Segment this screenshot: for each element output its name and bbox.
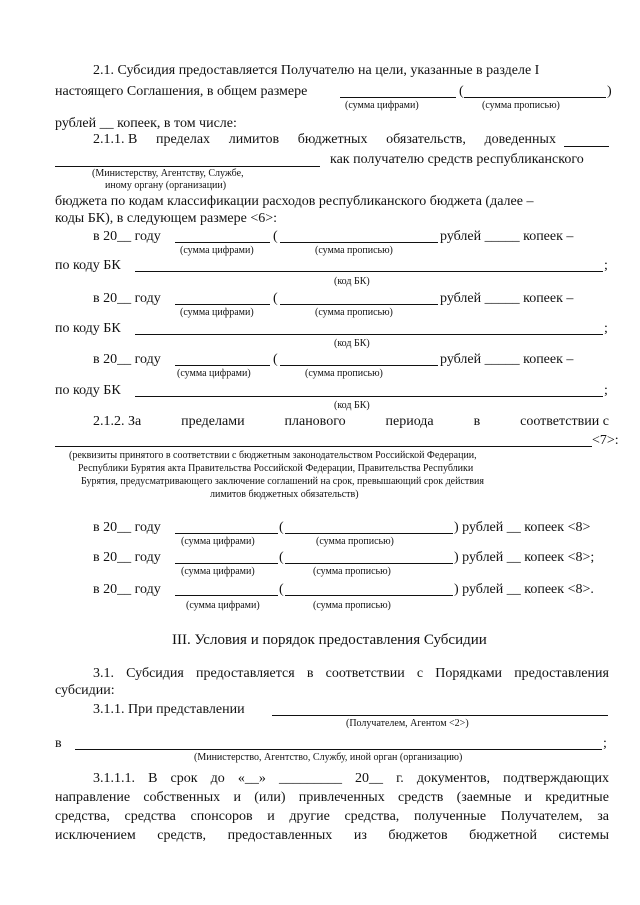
para-2-1-line-3: рублей __ копеек, в том числе: (55, 116, 237, 131)
sum-words-line[interactable] (280, 242, 438, 243)
act-details-note-2: Республики Бурятия акта Правительства Российской Федерации, Правительства Республики (78, 463, 474, 474)
word: соответствии с (520, 414, 609, 429)
open-paren: ( (273, 229, 278, 244)
sum-words-line[interactable] (280, 304, 438, 305)
sum-digits-line[interactable] (175, 595, 278, 596)
code-fill-line[interactable] (135, 334, 603, 335)
para-2-1-1-line-4: коды БК), в следующем размере <6>: (55, 211, 278, 226)
word: средства (124, 809, 176, 824)
word: периода (385, 414, 434, 429)
para-2-1-line-1: 2.1. Субсидия предоставляется Получателю на цели, указанные в разделе I (93, 63, 540, 78)
semicolon: ; (604, 321, 608, 336)
word: средства, (55, 809, 110, 824)
word: В (148, 771, 158, 786)
open-paren: ( (273, 291, 278, 306)
code-label: по коду БК (55, 383, 121, 398)
caption-sum-words: (сумма прописью) (313, 600, 391, 611)
word: бюджетных (297, 132, 368, 147)
word: соответствии (325, 666, 405, 681)
word: 2.1.1. В (93, 132, 138, 147)
sum-words-line[interactable] (285, 533, 453, 534)
word: бюджетов (388, 828, 448, 843)
code-fill-line[interactable] (135, 396, 603, 397)
rub-kop-text: ) рублей __ копеек <8>. (454, 582, 594, 597)
caption-code: (код БК) (334, 400, 370, 411)
ministry-fill-line-end[interactable] (564, 146, 609, 147)
caption-code: (код БК) (334, 338, 370, 349)
word: 2.1.2. За (93, 414, 142, 429)
word: доведенных (484, 132, 556, 147)
caption-sum-words: (сумма прописью) (315, 307, 393, 318)
act-details-note-1: (реквизиты принятого в соответствии с бюджетным законодательством Российской Федерации, (69, 450, 477, 461)
recipient-text: как получателю средств республиканского (330, 152, 584, 167)
rub-kop-text: рублей _____ копеек – (440, 291, 574, 306)
caption-sum-digits: (сумма цифрами) (186, 600, 260, 611)
ministry-fill-line[interactable] (55, 166, 320, 167)
sum-words-line[interactable] (280, 365, 438, 366)
word: направление (55, 790, 131, 805)
sum-digits-line[interactable] (175, 365, 270, 366)
caption-sum-digits: (сумма цифрами) (177, 368, 251, 379)
rub-kop-text: рублей _____ копеек – (440, 229, 574, 244)
open-paren: ( (273, 352, 278, 367)
word: 3.1. (93, 666, 114, 681)
word: средства, (344, 809, 400, 824)
word: предоставленных (227, 828, 333, 843)
caption-ministry-1: (Министерству, Агентству, Службе, (92, 168, 244, 179)
act-details-note-4: лимитов бюджетных обязательств) (210, 489, 359, 500)
word: _________ (278, 771, 342, 786)
para-2-1-1-line-1 (93, 133, 556, 147)
word: с (416, 666, 424, 681)
caption-sum-words: (сумма прописью) (482, 100, 560, 111)
recipient-fill-line[interactable] (272, 715, 608, 716)
semicolon: ; (604, 258, 608, 273)
word: предоставляется (195, 666, 295, 681)
sum-digits-line[interactable] (175, 563, 278, 564)
sum-words-line[interactable] (285, 595, 453, 596)
word: и (267, 809, 275, 824)
caption-sum-digits: (сумма цифрами) (180, 245, 254, 256)
para-2-1-line-2: настоящего Соглашения, в общем размере (55, 84, 308, 99)
code-fill-line[interactable] (135, 271, 603, 272)
caption-code: (код БК) (334, 276, 370, 287)
word: подтверждающих (503, 771, 609, 786)
word: системы (558, 828, 609, 843)
word: до (210, 771, 225, 786)
org-fill-line[interactable] (75, 749, 602, 750)
word: срок (170, 771, 198, 786)
word: привлеченных (298, 790, 385, 805)
word: исключением (55, 828, 136, 843)
year-label: в 20__ году (93, 550, 161, 565)
word: в (473, 414, 481, 429)
preposition-v: в (55, 736, 62, 751)
word: и (524, 790, 532, 805)
word: за (597, 809, 609, 824)
code-label: по коду БК (55, 321, 121, 336)
caption-sum-words: (сумма прописью) (316, 536, 394, 547)
word: планового (284, 414, 346, 429)
word: 3.1.1.1. (93, 771, 135, 786)
word: полученные (413, 809, 487, 824)
word: предоставления (514, 666, 609, 681)
caption-recipient: (Получателем, Агентом <2>) (346, 718, 469, 729)
act-details-fill-line[interactable] (55, 446, 592, 447)
para-3-1-1-1-line-4 (55, 829, 609, 843)
word: (заемные (456, 790, 512, 805)
caption-sum-digits: (сумма цифрами) (345, 100, 419, 111)
para-3-1-1-1-line-3 (55, 810, 609, 824)
word: другие (289, 809, 330, 824)
para-3-1-line-2: субсидии: (55, 683, 115, 698)
word: средств, (157, 828, 207, 843)
caption-sum-digits: (сумма цифрами) (181, 566, 255, 577)
caption-sum-words: (сумма прописью) (313, 566, 391, 577)
section-3-title: III. Условия и порядок предоставления Субсидии (172, 632, 487, 648)
word: лимитов (228, 132, 280, 147)
word: Субсидия (126, 666, 184, 681)
semicolon: ; (603, 736, 607, 751)
word: спонсоров (190, 809, 253, 824)
year-label: в 20__ году (93, 352, 161, 367)
footnote-ref-7: <7>: (592, 433, 619, 448)
word: г. (396, 771, 404, 786)
caption-ministry-2: иному органу (организации) (105, 180, 227, 191)
year-label: в 20__ году (93, 520, 161, 535)
word: средств (398, 790, 444, 805)
para-2-1-1-line-3: бюджета по кодам классификации расходов республиканского бюджета (далее – (55, 194, 534, 209)
open-paren: ( (279, 582, 284, 597)
rub-kop-text: ) рублей __ копеек <8> (454, 520, 591, 535)
word: кредитные (545, 790, 609, 805)
sum-words-line[interactable] (285, 563, 453, 564)
open-paren: ( (459, 84, 464, 99)
word: из (353, 828, 367, 843)
caption-sum-words: (сумма прописью) (315, 245, 393, 256)
rub-kop-text: рублей _____ копеек – (440, 352, 574, 367)
year-label: в 20__ году (93, 582, 161, 597)
semicolon: ; (604, 383, 608, 398)
word: обязательств, (386, 132, 466, 147)
open-paren: ( (279, 550, 284, 565)
close-paren: ) (607, 84, 612, 99)
word: Порядками (435, 666, 503, 681)
word: документов, (416, 771, 491, 786)
para-2-1-2-line-1 (93, 415, 609, 429)
word: собственных (143, 790, 221, 805)
word: 20__ (355, 771, 384, 786)
word: Получателем, (500, 809, 583, 824)
word: бюджетной (469, 828, 537, 843)
sum-digits-line[interactable] (175, 304, 270, 305)
caption-sum-digits: (сумма цифрами) (181, 536, 255, 547)
act-details-note-3: Бурятия, предусматривающего заключение соглашений на срок, превышающий срок действия (81, 476, 484, 487)
year-label: в 20__ году (93, 291, 161, 306)
para-3-1-1: 3.1.1. При представлении (93, 702, 245, 717)
open-paren: ( (279, 520, 284, 535)
sum-digits-line[interactable] (175, 242, 270, 243)
total-amount-digits-line[interactable] (340, 97, 456, 98)
word: пределами (181, 414, 245, 429)
sum-digits-line[interactable] (175, 533, 278, 534)
caption-org: (Министерство, Агентство, Службу, иной орган (организацию) (194, 752, 463, 763)
para-3-1-1-1-line-1 (93, 772, 609, 786)
word: и (233, 790, 241, 805)
word: в (306, 666, 314, 681)
word: (или) (254, 790, 286, 805)
para-3-1-1-1-line-2 (55, 791, 609, 805)
total-amount-words-line[interactable] (464, 97, 606, 98)
year-label: в 20__ году (93, 229, 161, 244)
caption-sum-words: (сумма прописью) (305, 368, 383, 379)
code-label: по коду БК (55, 258, 121, 273)
para-3-1-line-1 (93, 667, 609, 681)
caption-sum-digits: (сумма цифрами) (180, 307, 254, 318)
word: пределах (156, 132, 211, 147)
rub-kop-text: ) рублей __ копеек <8>; (454, 550, 595, 565)
word: «__» (237, 771, 266, 786)
